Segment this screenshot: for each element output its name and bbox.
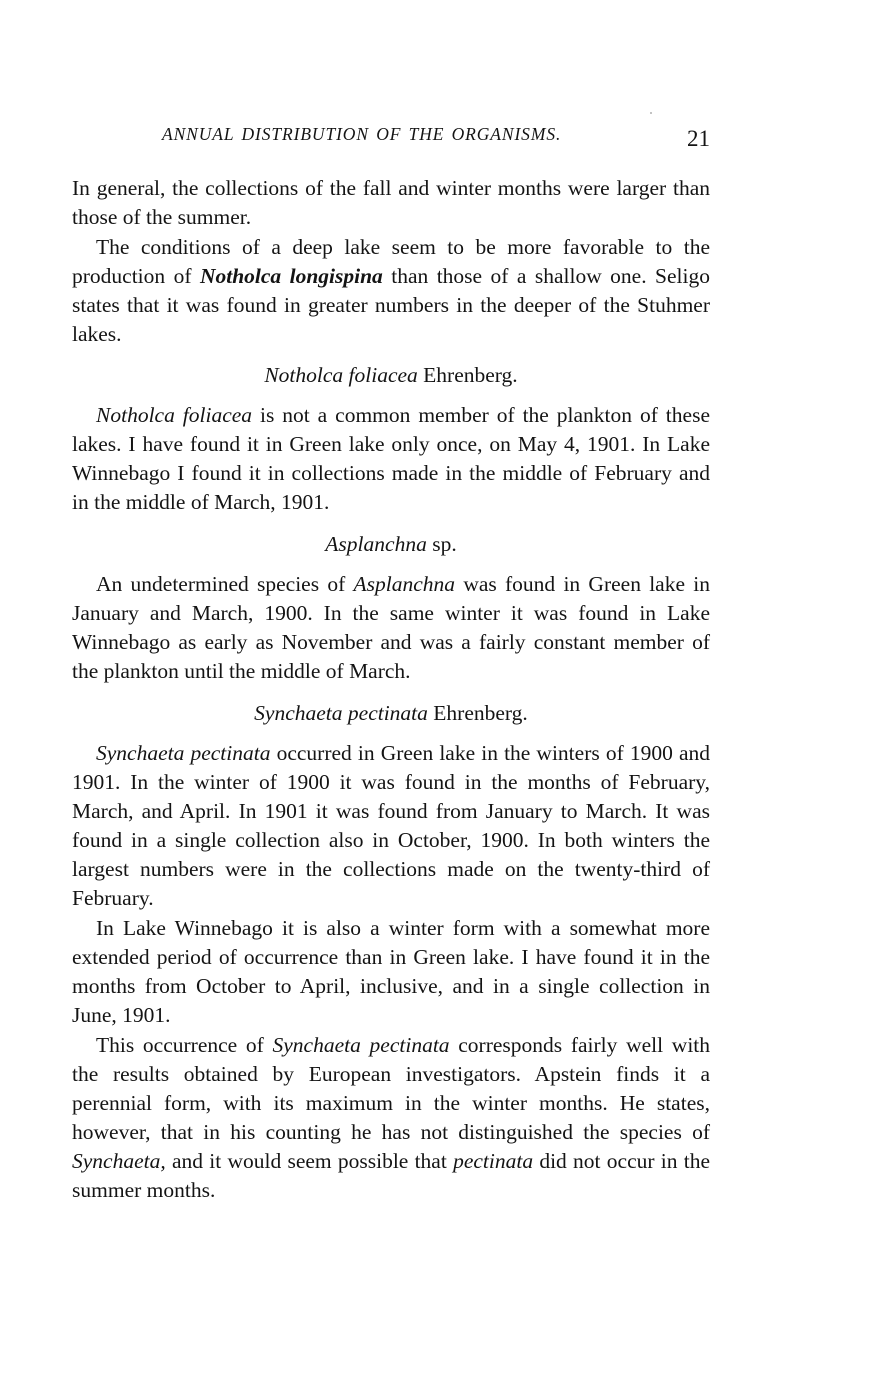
paragraph-text: did not occur in the summer months. [72,1149,710,1202]
section-heading-synchaeta-pectinata [72,699,710,728]
paragraph-synchaeta-european-comparison [72,1031,710,1205]
paragraph-text: The conditions of a deep lake seem to be more favorable to the production of [72,235,710,288]
paragraph-text: occurred in Green lake in the winters of 1900 and 1901. In the winter of 1900 it was found in the months of February, March, and April. In 1901 it was found from January to March. It was found in a single collection also in October, 1900. In both winters the largest numbers were in the collections made on the twenty-third of February. [72,741,710,910]
running-header [72,120,710,160]
paragraph-text: than those of a shallow one. Seligo states that it was found in greater numbers in the deeper of the Stuhmer lakes. [72,264,710,346]
paragraph-text: In Lake Winnebago it is also a winter form with a somewhat more extended period of occurrence than in Green lake. I have found it in the months from October to April, inclusive, and in a single collection in June, 1901. [72,916,710,1027]
section-heading-asplanchna [72,530,710,559]
genus-name: Asplanchna [353,572,456,596]
book-page [72,0,710,1380]
paragraph-text: This occurrence of [96,1033,273,1057]
paragraph-text: An undetermined species of [96,572,354,596]
species-name: Synchaeta pectinata [272,1033,450,1057]
heading-species-name: Synchaeta pectinata [254,701,428,725]
paragraph-text: In general, the collections of the fall and winter months were larger than those of the summer. [72,176,710,229]
paragraph-text: corresponds fairly well with the results obtained by European investigators. Apstein finds it a perennial form, with its maximum in the winter months. He states, however, that in his counting he has not distinguished the species of [72,1033,711,1144]
paragraph-asplanchna [72,570,710,686]
scan-speck [650,112,652,114]
species-name: Notholca foliacea [96,403,253,427]
paragraph-text: was found in Green lake in January and March, 1900. In the same winter it was found in Lake Winnebago as early as November and was a fairly constant member of the plankton until the middle of March. [72,572,711,683]
paragraph-text: is not a common member of the plankton of these lakes. I have found it in Green lake only once, on May 4, 1901. In Lake Winnebago I found it in collections made in the middle of February and in the middle of March, 1901. [72,403,710,514]
paragraph-synchaeta-green-lake [72,739,710,913]
heading-authority: Ehrenberg. [417,363,518,387]
species-name: pectinata [453,1149,534,1173]
heading-authority: sp. [426,532,457,556]
species-name: Notholca longispina [199,264,383,288]
paragraph-deep-lake-conditions [72,233,710,349]
paragraph-synchaeta-winnebago [72,914,710,1030]
species-name: Synchaeta pectinata [96,741,271,765]
heading-authority: Ehrenberg. [427,701,528,725]
body-text [72,174,710,1205]
paragraph-text: and it would seem possible that [165,1149,454,1173]
heading-genus-name: Asplanchna [325,532,427,556]
heading-species-name: Notholca foliacea [264,363,418,387]
section-heading-notholca-foliacea [72,361,710,390]
paragraph-notholca-foliacea [72,401,710,517]
page-number: 21 [687,126,710,151]
paragraph-general-collections [72,174,710,232]
running-title: ANNUAL DISTRIBUTION OF THE ORGANISMS. [162,124,562,144]
genus-name: Synchaeta, [72,1149,166,1173]
